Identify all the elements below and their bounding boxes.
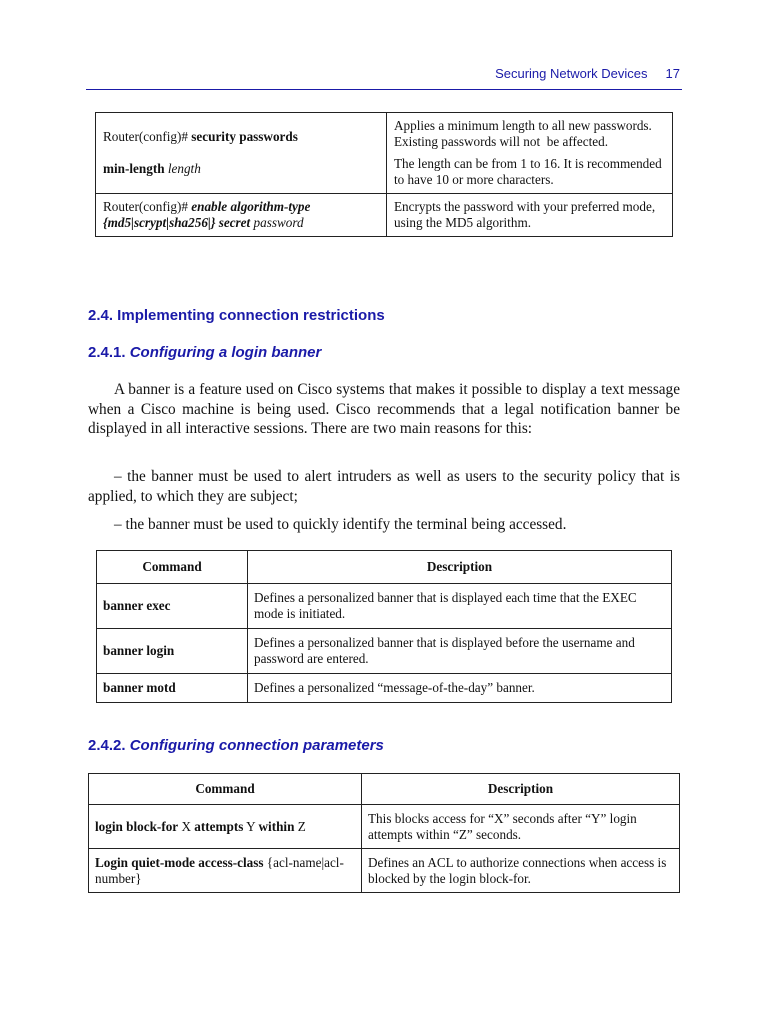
table-row xyxy=(97,584,672,629)
description-text: The length can be from 1 to 16. It is recommended to have 10 or more characters. xyxy=(394,156,662,187)
table-row xyxy=(96,194,673,237)
command-keyword: banner motd xyxy=(103,680,176,695)
command-cell xyxy=(97,584,248,629)
connection-parameters-table xyxy=(88,773,680,893)
command-cell xyxy=(89,805,362,849)
command-keyword: banner exec xyxy=(103,598,171,613)
command-cell xyxy=(89,849,362,893)
section-title: Configuring connection parameters xyxy=(129,737,384,754)
bullet-item: – the banner must be used to alert intruders as well as users to the security policy that is applied, to which they are subject; xyxy=(88,468,680,505)
column-header: Command xyxy=(97,551,248,584)
table-row xyxy=(89,805,680,849)
column-header: Command xyxy=(89,774,362,805)
table-row xyxy=(96,113,673,194)
command-argument: length xyxy=(167,161,201,176)
table-row xyxy=(89,849,680,893)
running-header xyxy=(88,66,680,81)
command-cell xyxy=(97,629,248,674)
command-keyword: security passwords xyxy=(191,129,298,144)
banner-commands-table xyxy=(96,550,672,703)
command-keyword: attempts xyxy=(194,818,244,834)
command-cell xyxy=(97,674,248,703)
description-cell: Defines an ACL to authorize connections when access is blocked by the login block-for. xyxy=(362,849,680,893)
bullet-item: – the banner must be used to quickly identify the terminal being accessed. xyxy=(114,516,567,533)
column-header: Description xyxy=(248,551,672,584)
section-heading-2-4-1 xyxy=(88,344,321,361)
command-keyword: banner login xyxy=(103,643,175,658)
description-cell: This blocks access for “X” seconds after “Y” login attempts within “Z” seconds. xyxy=(362,805,680,849)
header-rule xyxy=(86,89,682,90)
command-cell xyxy=(96,194,387,237)
page-number: 17 xyxy=(665,66,680,81)
section-heading-2-4-2 xyxy=(88,737,384,754)
description-cell: Encrypts the password with your preferred mode, using the MD5 algorithm. xyxy=(387,194,673,237)
section-title: Configuring a login banner xyxy=(129,344,322,361)
command-keyword: login block-for xyxy=(95,818,179,834)
running-title: Securing Network Devices xyxy=(495,66,648,81)
description-cell: Defines a personalized banner that is displayed each time that the EXEC mode is initiated. xyxy=(248,584,672,629)
command-argument: X xyxy=(178,818,195,834)
description-cell xyxy=(387,113,673,194)
prompt-text: Router(config)# xyxy=(103,129,192,144)
command-argument: password xyxy=(253,215,304,230)
description-text: Applies a minimum length to all new passwords. Existing passwords will not be affected. xyxy=(394,118,656,149)
column-header: Description xyxy=(362,774,680,805)
section-number: 2.4.1. xyxy=(88,344,130,361)
description-cell: Defines a personalized banner that is displayed before the username and password are entered. xyxy=(248,629,672,674)
command-keyword: within xyxy=(258,818,295,834)
section-number: 2.4.2. xyxy=(88,737,130,754)
command-keyword: enable algorithm-type {md5|scrypt|sha256|} secret xyxy=(103,199,311,230)
prompt-text: Router(config)# xyxy=(103,199,192,214)
command-cell xyxy=(96,113,387,194)
table-header-row xyxy=(89,774,680,805)
password-commands-table xyxy=(95,112,673,237)
command-argument: {acl-name|acl-number} xyxy=(95,854,344,886)
table-row xyxy=(97,674,672,703)
command-keyword: min-length xyxy=(103,161,165,176)
description-cell: Defines a personalized “message-of-the-day” banner. xyxy=(248,674,672,703)
command-argument: Y xyxy=(243,818,259,834)
table-row xyxy=(97,629,672,674)
command-keyword: Login quiet-mode access-class xyxy=(95,854,264,870)
table-header-row xyxy=(97,551,672,584)
section-heading-2-4: 2.4. Implementing connection restrictions xyxy=(88,307,385,324)
paragraph: A banner is a feature used on Cisco systems that makes it possible to display a text message when a Cisco machine is being used. Cisco recommends that a legal notification banner be displayed in all interactive sessions. There are two main reasons for this: xyxy=(88,381,680,437)
command-argument: Z xyxy=(294,818,306,834)
